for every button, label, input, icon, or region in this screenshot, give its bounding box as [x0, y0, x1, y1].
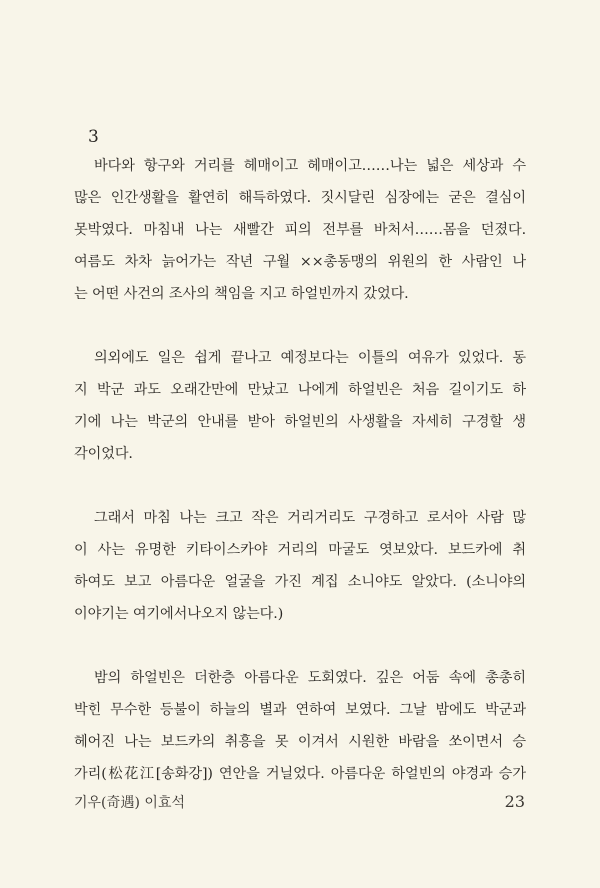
body-text — [74, 150, 526, 822]
paragraph — [74, 150, 526, 310]
text-line: 밤의 하얼빈은 더한층 아름다운 도회였다. 깊은 어둠 속에 총총히 — [94, 670, 526, 686]
text-line: 헤어진 나는 보드카의 취흥을 못 이겨서 시원한 바람을 쏘이면서 승 — [74, 734, 526, 750]
text-line: 기에 나는 박군의 안내를 받아 하얼빈의 사생활을 자세히 구경할 생 — [74, 414, 526, 430]
paragraph — [74, 502, 526, 630]
chapter-number: 3 — [88, 127, 99, 147]
text-line: 바다와 항구와 거리를 헤매이고 헤매이고……나는 넓은 세상과 수 — [94, 158, 526, 174]
text-line: 각이었다. — [74, 446, 133, 462]
text-line: 이 사는 유명한 키타이스카야 거리의 마굴도 엿보았다. 보드카에 취 — [74, 542, 526, 558]
text-line: 많은 인간생활을 활연히 해득하였다. 짓시달린 심장에는 굳은 결심이 — [74, 190, 526, 206]
text-line: 여름도 차차 늙어가는 작년 구월 ××총동맹의 위원의 한 사람인 나 — [74, 254, 526, 270]
text-line: 그래서 마침 나는 크고 작은 거리거리도 구경하고 로서아 사람 많 — [94, 510, 526, 526]
page-number: 23 — [504, 792, 525, 811]
running-footer-title: 기우(奇遇) 이효석 — [74, 795, 185, 811]
text-line: 지 박군 과도 오래간만에 만났고 나에게 하얼빈은 처음 길이기도 하 — [74, 382, 526, 398]
paragraph — [74, 342, 526, 470]
text-line: 박힌 무수한 등불이 하늘의 별과 연하여 보였다. 그날 밤에도 박군과 — [74, 702, 526, 718]
paragraph — [74, 662, 526, 790]
text-line: 의외에도 일은 쉽게 끝나고 예정보다는 이틀의 여유가 있었다. 동 — [94, 350, 526, 366]
text-line: 하여도 보고 아름다운 얼굴을 가진 계집 소니야도 알았다. (소니야의 — [74, 574, 526, 590]
text-line: 이야기는 여기에서나오지 않는다.) — [74, 606, 284, 622]
text-line: 못박였다. 마침내 나는 새빨간 피의 전부를 바처서……몸을 던졌다. — [74, 222, 526, 238]
text-line: 가리(松花江[송화강]) 연안을 거닐었다. 아름다운 하얼빈의 야경과 승가 — [74, 766, 526, 782]
text-line: 는 어떤 사건의 조사의 책임을 지고 하얼빈까지 갔었다. — [74, 286, 409, 302]
